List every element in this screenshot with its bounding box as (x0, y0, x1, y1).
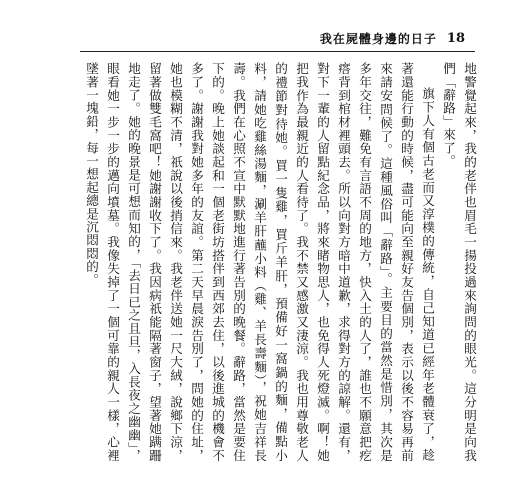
paragraph-1: 地警覺起來，我的老伴也眉毛一揚投過來詢問的眼光。這分明是向我們「辭路」來了。 (441, 62, 477, 462)
paragraph-2: 旗下人有個古老而又淳樸的傳統，自己知道已經年老體衰了，趁著還能行動的時候，盡可能向至親好友告個別，表示以後不容易再前來請安問候了。這種風俗叫「辭路」。主要目的當然是惜別，其次是多年交往，難免有言語不周的地方，快入土的人了，誰也不願意把疙瘩背到棺材裡頭去。所以向對方暗中道歉，求得對方的諒解。還有，對下一輩的人留點紀念品，將來睹物思人，也免得人死燈滅。啊！她把我作為最親近的人看待了。我不禁又感激又淒涼。我也用尊敬老人的禮節對待她。買一隻雞，買斤羊肝，預備好一窩鍋的麵，備點小料，請她吃雞絲湯麵，涮羊肝蘸小料（雞、羊長壽麵），祝她吉祥長壽。我們在心照不宣中默默地進行著告別的晚餐。辭路，當然是要住下的。晚上她談起和一個老街坊搭伴到西郊去住，以後進城的機會不多了。謝謝我對她多年的友誼。第二天早晨淚告別了，問她的住址，她也模糊不清，祇說以後捎信來。我老伴送她一尺大絨，說鄉下涼，留著做雙毛窩吧！她謝謝收下了。我因病祇能隔著窗子，望著她蹒跚地走了。她的晚景是可想而知的，「去日已之且旦，入長夜之幽幽」，眼看她一步一步的邁向墳墓。我像失掉了一個可靠的親人一樣，心裡墜著一塊鉛，每一想起總是沉悶悶的。 (84, 62, 435, 462)
running-title: 我在屍體身邊的日子 (319, 32, 437, 46)
page-number: 18 (446, 31, 465, 46)
header-rule (80, 51, 475, 52)
page-header (320, 30, 465, 47)
body-text (80, 62, 480, 462)
